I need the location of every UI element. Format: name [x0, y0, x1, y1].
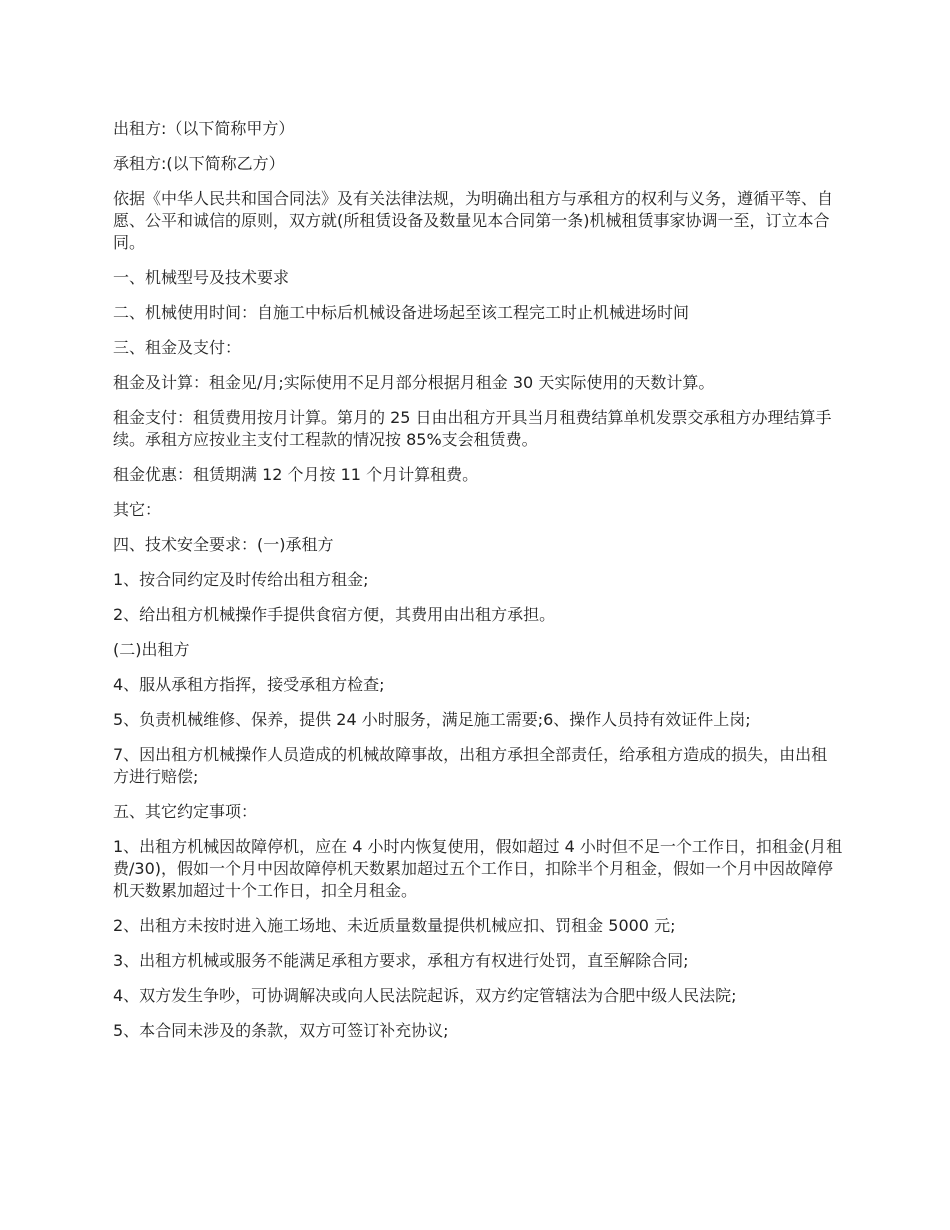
section-heading-1: 一、机械型号及技术要求: [113, 268, 290, 287]
clause-item: 1、出租方机械因故障停机，应在 4 小时内恢复使用，假如超过 4 小时但不足一个工作日，扣租金(月租费/30)，假如一个月中因故障停机天数累加超过五个工作日，扣除半个月租金，假如一个月中因故障停机天数累加超过十个工作日，扣全月租金。: [113, 837, 843, 900]
document-body: [113, 118, 843, 1055]
clause-item: 4、双方发生争吵，可协调解决或向人民法院起诉，双方约定管辖法为合肥中级人民法院;: [113, 986, 737, 1005]
section-heading-2: 二、机械使用时间：自施工中标后机械设备进场起至该工程完工时止机械进场时间: [113, 303, 690, 322]
clause-item: 2、给出租方机械操作手提供食宿方便，其费用由出租方承担。: [113, 605, 556, 624]
section-heading-5: 五、其它约定事项：: [113, 802, 258, 821]
section-heading-3: 三、租金及支付：: [113, 338, 242, 357]
lessee-line: 承租方:(以下简称乙方）: [113, 154, 285, 173]
clause-item: 5、本合同未涉及的条款，双方可签订补充协议;: [113, 1021, 449, 1040]
clause-item: 3、出租方机械或服务不能满足承租方要求，承租方有权进行处罚，直至解除合同;: [113, 951, 689, 970]
clause-item: 4、服从承租方指挥，接受承租方检查;: [113, 675, 385, 694]
section-heading-4: 四、技术安全要求：(一)承租方: [113, 535, 334, 554]
clause-item: 1、按合同约定及时传给出租方租金;: [113, 570, 369, 589]
clause-item: 7、因出租方机械操作人员造成的机械故障事故，出租方承担全部责任，给承租方造成的损失，由出租方进行赔偿;: [113, 745, 828, 786]
other-label: 其它：: [113, 500, 162, 519]
clause-item: 5、负责机械维修、保养，提供 24 小时服务，满足施工需要;6、操作人员持有效证件上岗;: [113, 710, 751, 729]
clause-item: 2、出租方未按时进入施工场地、未近质量数量提供机械应扣、罚租金 5000 元;: [113, 916, 676, 935]
rent-discount-paragraph: 租金优惠：租赁期满 12 个月按 11 个月计算租费。: [113, 465, 479, 484]
rent-calculation-paragraph: 租金及计算：租金见/月;实际使用不足月部分根据月租金 30 天实际使用的天数计算。: [113, 373, 715, 392]
preamble-paragraph: 依据《中华人民共和国合同法》及有关法律法规，为明确出租方与承租方的权利与义务，遵循平等、自愿、公平和诚信的原则，双方就(所租赁设备及数量见本合同第一条)机械租赁事家协调一至，订立本合同。: [113, 189, 834, 252]
rent-payment-paragraph: 租金支付：租赁费用按月计算。第月的 25 日由出租方开具当月租费结算单机发票交承租方办理结算手续。承租方应按业主支付工程款的情况按 85%支会租赁费。: [113, 408, 832, 449]
subsection-heading-lessor: (二)出租方: [113, 640, 190, 659]
lessor-line: 出租方:（以下简称甲方）: [113, 119, 295, 138]
